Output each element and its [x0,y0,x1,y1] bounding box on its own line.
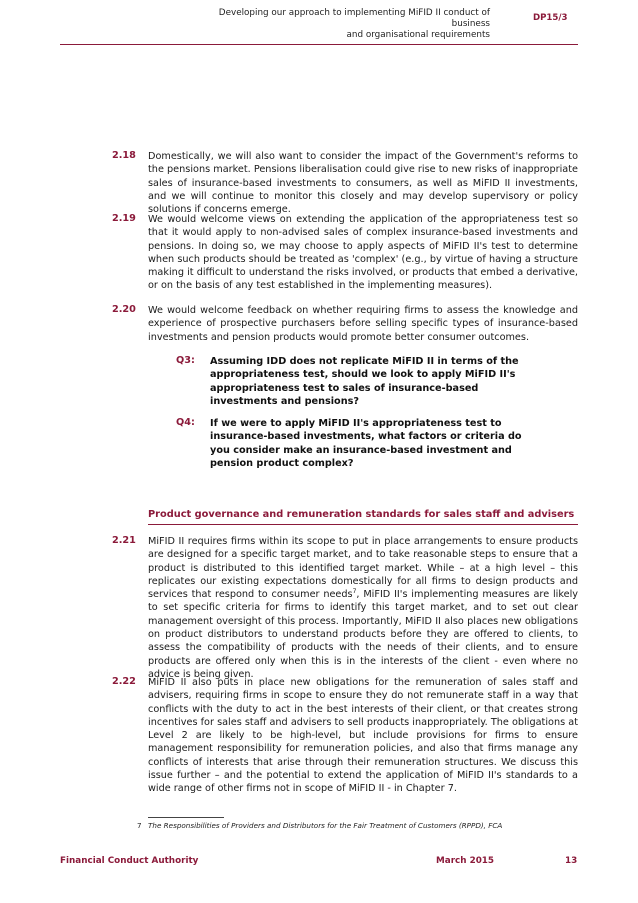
running-header-title [180,8,490,41]
paragraph-number: 2.19 [112,213,136,224]
footnote-reference: 7 [352,587,357,595]
question-text: If we were to apply MiFID II's appropriateness test to insurance-based investments, what factors or criteria do you consider make an insurance-based investment and pension product complex? [210,418,522,470]
question-label: Q4: [176,417,195,428]
document-code: DP15/3 [533,13,568,23]
question-label: Q3: [176,355,195,366]
header-title-line1: Developing our approach to implementing MiFID II conduct of business [218,8,490,29]
footnote-divider [148,817,224,818]
paragraph-text-part: MiFID II requires firms within its scope to put in place arrangements to ensure products are designed for a specific target market, and to take reasonable steps to ensure that a product is distributed to this identified target market. While – at a high level – this replicates our existing expectations domestically for all firms to design products and services that respond to consumer needs [148,536,578,601]
section-heading: Product governance and remuneration standards for sales staff and advisers [148,509,575,520]
paragraph-number: 2.22 [112,676,136,687]
paragraph-number: 2.20 [112,304,136,315]
footer-organisation: Financial Conduct Authority [60,856,199,866]
header-divider [60,44,578,45]
footnote [137,821,502,830]
footnote-text: The Responsibilities of Providers and Distributors for the Fair Treatment of Customers (RPPD), FCA [148,821,503,830]
paragraph-text: MiFID II also puts in place new obligations for the remuneration of sales staff and advisers, requiring firms in scope to ensure they do not remunerate staff in a way that conflicts with the duty to act in the best interests of their client, or that creates strong incentives for sales staff and advisers to sell products inappropriately. The obligations at Level 2 are likely to be high-level, but include provisions for firms to ensure management responsibility for remuneration policies, and also that firms manage any conflicts of interests that arise through their remuneration structures. We discuss this issue further – and the potential to extend the application of MiFID II's standards to a wide range of other firms not in scope of MiFID II - in Chapter 7. [148,677,578,795]
section-divider [148,524,578,525]
header-title-line2: and organisational requirements [346,30,490,40]
page-number: 13 [565,856,578,866]
paragraph-text: We would welcome views on extending the application of the appropriateness test so that it would apply to non-advised sales of complex insurance-based investments and pensions. In doing so, we may choose to apply aspects of MiFID II's test to determine when such products should be treated as 'complex' (e.g., by virtue of having a structure making it difficult to understand the risks involved, or products that embed a derivative, or on the basis of any test established in the implementing measures). [148,214,578,292]
footer-date: March 2015 [436,856,495,866]
paragraph-number: 2.18 [112,150,136,161]
paragraph-text [148,535,578,681]
footnote-number: 7 [137,821,142,830]
question-text: Assuming IDD does not replicate MiFID II in terms of the appropriateness test, should we look to apply MiFID II's appropriateness test to sales of insurance-based investments and pensions? [210,356,519,408]
paragraph-text-part: , MiFID II's implementing measures are likely to set specific criteria for firms to identify this target market, and to set out clear management oversight of this process. Importantly, MiFID II also places new obligations on product distributors to understand products before they are offered to clients, to assess the compatibility of products with the needs of their clients, and to ensure products are offered only when this is in the interests of the client - even where no advice is being given. [148,589,578,680]
paragraph-text: We would welcome feedback on whether requiring firms to assess the knowledge and experience of prospective purchasers before selling specific types of insurance-based investments and pension products would promote better consumer outcomes. [148,305,578,343]
paragraph-number: 2.21 [112,535,136,546]
paragraph-text: Domestically, we will also want to consider the impact of the Government's reforms to the pensions market. Pensions liberalisation could give rise to new risks of inappropriate sales of insurance-based investments to consumers, as well as MiFID II investments, and we will continue to monitor this closely and may develop supervisory or policy solutions if concerns emerge. [148,151,578,216]
